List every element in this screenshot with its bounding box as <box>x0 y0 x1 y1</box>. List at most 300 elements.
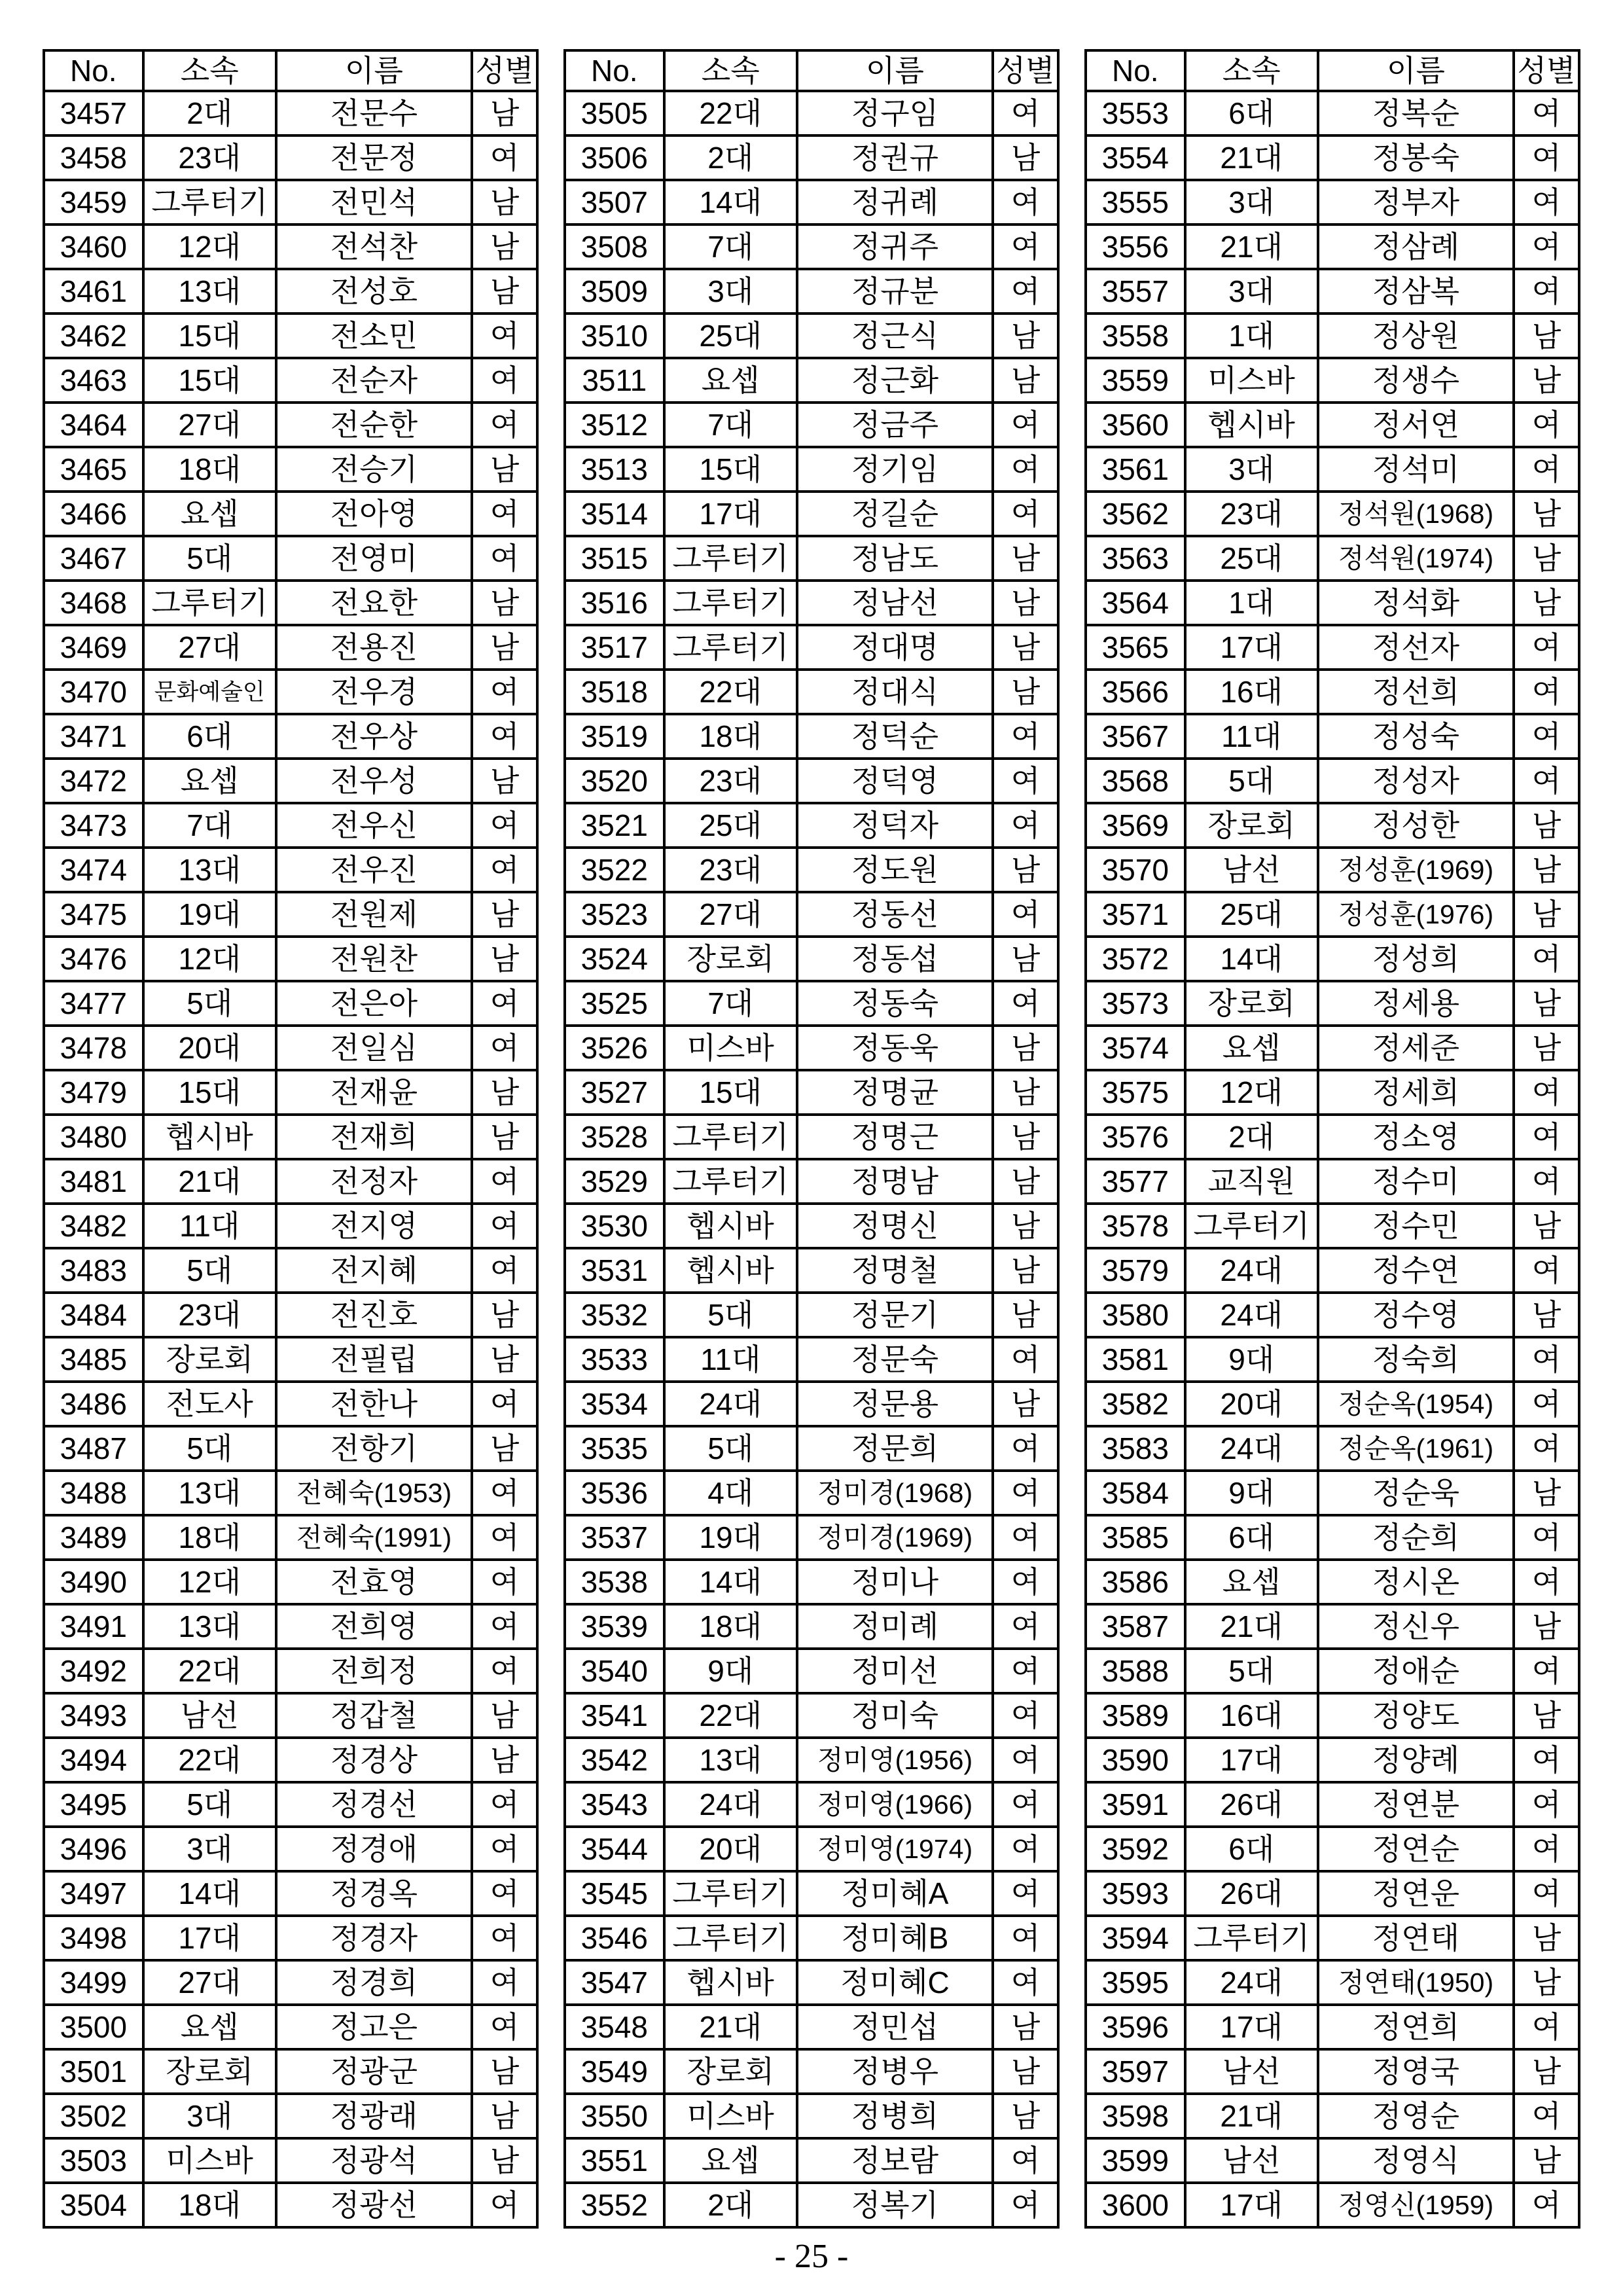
affiliation-cell: 24대 <box>664 1782 797 1827</box>
table-row <box>565 625 1058 670</box>
affiliation-cell: 14대 <box>143 1871 276 1916</box>
no-cell: 3594 <box>1086 1916 1185 1960</box>
no-cell: 3501 <box>44 2049 143 2094</box>
no-cell: 3584 <box>1086 1471 1185 1515</box>
roster-table-1 <box>43 49 539 2229</box>
table-row <box>1086 1070 1579 1115</box>
gender-cell: 여 <box>1514 91 1579 135</box>
table-row <box>565 1604 1058 1649</box>
gender-cell: 여 <box>1514 224 1579 269</box>
no-cell: 3473 <box>44 803 143 848</box>
column-header-gender: 성별 <box>1514 50 1579 91</box>
name-cell: 전재희 <box>276 1115 472 1159</box>
affiliation-cell: 18대 <box>143 2183 276 2227</box>
table-row <box>44 2049 537 2094</box>
name-cell: 전희영 <box>276 1604 472 1649</box>
table-row <box>44 91 537 135</box>
name-cell: 전우진 <box>276 848 472 892</box>
no-cell: 3579 <box>1086 1248 1185 1293</box>
affiliation-cell: 20대 <box>1185 1382 1318 1426</box>
affiliation-cell: 24대 <box>1185 1426 1318 1471</box>
gender-cell: 남 <box>472 2049 537 2094</box>
affiliation-cell: 2대 <box>664 135 797 180</box>
affiliation-cell: 13대 <box>664 1738 797 1782</box>
name-cell: 정갑철 <box>276 1693 472 1738</box>
gender-cell: 여 <box>1514 625 1579 670</box>
column-header-affiliation: 소속 <box>1185 50 1318 91</box>
no-cell: 3538 <box>565 1560 664 1604</box>
table-row <box>1086 314 1579 358</box>
table-row <box>1086 1159 1579 1204</box>
gender-cell: 남 <box>993 1159 1058 1204</box>
name-cell: 전문수 <box>276 91 472 135</box>
name-cell: 정신우 <box>1318 1604 1514 1649</box>
no-cell: 3507 <box>565 180 664 224</box>
affiliation-cell: 3대 <box>143 1827 276 1871</box>
affiliation-cell: 23대 <box>143 135 276 180</box>
gender-cell: 여 <box>472 1159 537 1204</box>
gender-cell: 여 <box>472 314 537 358</box>
affiliation-cell: 5대 <box>143 536 276 581</box>
name-cell: 정남도 <box>797 536 993 581</box>
table-row <box>44 314 537 358</box>
no-cell: 3517 <box>565 625 664 670</box>
affiliation-cell: 22대 <box>664 670 797 714</box>
gender-cell: 여 <box>1514 1871 1579 1916</box>
no-cell: 3469 <box>44 625 143 670</box>
gender-cell: 여 <box>1514 269 1579 314</box>
table-row <box>1086 1471 1579 1515</box>
table-row <box>565 1070 1058 1115</box>
gender-cell: 남 <box>472 224 537 269</box>
name-cell: 정보람 <box>797 2138 993 2183</box>
gender-cell: 여 <box>1514 180 1579 224</box>
name-cell: 정미경(1968) <box>797 1471 993 1515</box>
no-cell: 3492 <box>44 1649 143 1693</box>
no-cell: 3468 <box>44 581 143 625</box>
affiliation-cell: 7대 <box>664 981 797 1026</box>
no-cell: 3595 <box>1086 1960 1185 2005</box>
affiliation-cell: 22대 <box>143 1738 276 1782</box>
affiliation-cell: 5대 <box>143 1426 276 1471</box>
affiliation-cell: 5대 <box>1185 1649 1318 1693</box>
gender-cell: 여 <box>472 403 537 447</box>
table-row <box>44 1738 537 1782</box>
table-row <box>1086 1738 1579 1782</box>
gender-cell: 여 <box>472 358 537 403</box>
name-cell: 정연분 <box>1318 1782 1514 1827</box>
affiliation-cell: 6대 <box>143 714 276 759</box>
no-cell: 3589 <box>1086 1693 1185 1738</box>
no-cell: 3535 <box>565 1426 664 1471</box>
name-cell: 정성훈(1976) <box>1318 892 1514 937</box>
affiliation-cell: 7대 <box>664 224 797 269</box>
no-cell: 3528 <box>565 1115 664 1159</box>
column-header-name: 이름 <box>276 50 472 91</box>
gender-cell: 여 <box>993 714 1058 759</box>
name-cell: 전우성 <box>276 759 472 803</box>
table-row <box>1086 625 1579 670</box>
affiliation-cell: 14대 <box>1185 937 1318 981</box>
gender-cell: 남 <box>472 625 537 670</box>
table-row <box>44 1426 537 1471</box>
affiliation-cell: 요셉 <box>664 358 797 403</box>
table-row <box>44 135 537 180</box>
name-cell: 정민섭 <box>797 2005 993 2049</box>
no-cell: 3457 <box>44 91 143 135</box>
affiliation-cell: 17대 <box>143 1916 276 1960</box>
name-cell: 정숙희 <box>1318 1337 1514 1382</box>
gender-cell: 여 <box>993 1871 1058 1916</box>
gender-cell: 남 <box>472 269 537 314</box>
table-row <box>44 581 537 625</box>
page-number: - 25 - <box>774 2238 849 2275</box>
gender-cell: 여 <box>1514 1827 1579 1871</box>
table-row <box>565 759 1058 803</box>
gender-cell: 여 <box>472 1382 537 1426</box>
no-cell: 3483 <box>44 1248 143 1293</box>
name-cell: 정미영(1966) <box>797 1782 993 1827</box>
gender-cell: 남 <box>993 135 1058 180</box>
table-row <box>1086 1560 1579 1604</box>
name-cell: 정순옥(1954) <box>1318 1382 1514 1426</box>
gender-cell: 여 <box>1514 1337 1579 1382</box>
name-cell: 정세용 <box>1318 981 1514 1026</box>
table-row <box>44 2183 537 2227</box>
no-cell: 3504 <box>44 2183 143 2227</box>
name-cell: 정동섭 <box>797 937 993 981</box>
no-cell: 3494 <box>44 1738 143 1782</box>
no-cell: 3541 <box>565 1693 664 1738</box>
table-row <box>44 269 537 314</box>
no-cell: 3547 <box>565 1960 664 2005</box>
name-cell: 정명남 <box>797 1159 993 1204</box>
name-cell: 정미숙 <box>797 1693 993 1738</box>
gender-cell: 여 <box>472 1604 537 1649</box>
affiliation-cell: 미스바 <box>664 1026 797 1070</box>
gender-cell: 남 <box>993 1382 1058 1426</box>
affiliation-cell: 요셉 <box>664 2138 797 2183</box>
gender-cell: 여 <box>472 1204 537 1248</box>
affiliation-cell: 2대 <box>1185 1115 1318 1159</box>
gender-cell: 여 <box>993 492 1058 536</box>
gender-cell: 여 <box>472 536 537 581</box>
name-cell: 전아영 <box>276 492 472 536</box>
affiliation-cell: 3대 <box>1185 447 1318 492</box>
column-header-no: No. <box>565 50 664 91</box>
table-row <box>1086 2005 1579 2049</box>
gender-cell: 남 <box>993 2005 1058 2049</box>
name-cell: 정수영 <box>1318 1293 1514 1337</box>
name-cell: 전항기 <box>276 1426 472 1471</box>
no-cell: 3470 <box>44 670 143 714</box>
name-cell: 정문숙 <box>797 1337 993 1382</box>
no-cell: 3597 <box>1086 2049 1185 2094</box>
name-cell: 정순옥(1961) <box>1318 1426 1514 1471</box>
affiliation-cell: 15대 <box>664 447 797 492</box>
gender-cell: 여 <box>472 1782 537 1827</box>
table-row <box>565 1115 1058 1159</box>
table-row <box>44 403 537 447</box>
name-cell: 정성희 <box>1318 937 1514 981</box>
table-row <box>565 2183 1058 2227</box>
affiliation-cell: 남선 <box>1185 2049 1318 2094</box>
name-cell: 정권규 <box>797 135 993 180</box>
gender-cell: 여 <box>993 269 1058 314</box>
gender-cell: 남 <box>1514 2049 1579 2094</box>
table-row <box>44 1293 537 1337</box>
table-row <box>1086 447 1579 492</box>
table-row <box>1086 1293 1579 1337</box>
no-cell: 3561 <box>1086 447 1185 492</box>
name-cell: 정미혜B <box>797 1916 993 1960</box>
name-cell: 정도원 <box>797 848 993 892</box>
column-header-no: No. <box>44 50 143 91</box>
no-cell: 3477 <box>44 981 143 1026</box>
affiliation-cell: 21대 <box>1185 2094 1318 2138</box>
no-cell: 3542 <box>565 1738 664 1782</box>
no-cell: 3490 <box>44 1560 143 1604</box>
gender-cell: 남 <box>1514 848 1579 892</box>
table-row <box>44 1159 537 1204</box>
affiliation-cell: 23대 <box>664 759 797 803</box>
no-cell: 3580 <box>1086 1293 1185 1337</box>
no-cell: 3566 <box>1086 670 1185 714</box>
table-row <box>1086 536 1579 581</box>
gender-cell: 여 <box>472 1560 537 1604</box>
header-row <box>565 50 1058 91</box>
affiliation-cell: 12대 <box>143 224 276 269</box>
table-row <box>1086 269 1579 314</box>
no-cell: 3515 <box>565 536 664 581</box>
table-row <box>1086 1515 1579 1560</box>
table-row <box>44 358 537 403</box>
name-cell: 전혜숙(1991) <box>276 1515 472 1560</box>
gender-cell: 남 <box>472 581 537 625</box>
affiliation-cell: 6대 <box>1185 91 1318 135</box>
affiliation-cell: 그루터기 <box>1185 1204 1318 1248</box>
gender-cell: 여 <box>993 803 1058 848</box>
no-cell: 3488 <box>44 1471 143 1515</box>
no-cell: 3577 <box>1086 1159 1185 1204</box>
no-cell: 3503 <box>44 2138 143 2183</box>
table-row <box>1086 91 1579 135</box>
name-cell: 정규분 <box>797 269 993 314</box>
table-row <box>1086 1604 1579 1649</box>
table-row <box>44 1471 537 1515</box>
name-cell: 정광래 <box>276 2094 472 2138</box>
name-cell: 전석찬 <box>276 224 472 269</box>
no-cell: 3551 <box>565 2138 664 2183</box>
table-row <box>1086 1649 1579 1693</box>
table-row <box>44 759 537 803</box>
no-cell: 3523 <box>565 892 664 937</box>
name-cell: 정부자 <box>1318 180 1514 224</box>
name-cell: 정덕영 <box>797 759 993 803</box>
no-cell: 3508 <box>565 224 664 269</box>
gender-cell: 여 <box>472 1827 537 1871</box>
no-cell: 3585 <box>1086 1515 1185 1560</box>
gender-cell: 여 <box>472 670 537 714</box>
table-row <box>1086 2094 1579 2138</box>
gender-cell: 여 <box>1514 714 1579 759</box>
table-row <box>565 1960 1058 2005</box>
no-cell: 3510 <box>565 314 664 358</box>
name-cell: 정소영 <box>1318 1115 1514 1159</box>
table-row <box>565 581 1058 625</box>
gender-cell: 남 <box>472 180 537 224</box>
name-cell: 정명철 <box>797 1248 993 1293</box>
affiliation-cell: 27대 <box>143 403 276 447</box>
no-cell: 3556 <box>1086 224 1185 269</box>
table-row <box>44 224 537 269</box>
gender-cell: 여 <box>1514 1782 1579 1827</box>
no-cell: 3540 <box>565 1649 664 1693</box>
affiliation-cell: 17대 <box>1185 2183 1318 2227</box>
table-row <box>44 1916 537 1960</box>
no-cell: 3592 <box>1086 1827 1185 1871</box>
table-row <box>1086 803 1579 848</box>
no-cell: 3525 <box>565 981 664 1026</box>
affiliation-cell: 9대 <box>1185 1337 1318 1382</box>
no-cell: 3558 <box>1086 314 1185 358</box>
table-row <box>44 803 537 848</box>
no-cell: 3536 <box>565 1471 664 1515</box>
affiliation-cell: 7대 <box>664 403 797 447</box>
table-row <box>565 1337 1058 1382</box>
name-cell: 정양도 <box>1318 1693 1514 1738</box>
name-cell: 정생수 <box>1318 358 1514 403</box>
affiliation-cell: 3대 <box>143 2094 276 2138</box>
name-cell: 정세희 <box>1318 1070 1514 1115</box>
table-row <box>44 2138 537 2183</box>
affiliation-cell: 교직원 <box>1185 1159 1318 1204</box>
gender-cell: 남 <box>1514 1026 1579 1070</box>
gender-cell: 남 <box>1514 1693 1579 1738</box>
name-cell: 정성한 <box>1318 803 1514 848</box>
gender-cell: 남 <box>1514 314 1579 358</box>
affiliation-cell: 요셉 <box>1185 1560 1318 1604</box>
name-cell: 정석원(1974) <box>1318 536 1514 581</box>
table-row <box>565 2049 1058 2094</box>
no-cell: 3519 <box>565 714 664 759</box>
table-row <box>1086 1871 1579 1916</box>
table-row <box>1086 1827 1579 1871</box>
gender-cell: 여 <box>1514 447 1579 492</box>
gender-cell: 남 <box>1514 358 1579 403</box>
gender-cell: 여 <box>993 403 1058 447</box>
gender-cell: 남 <box>993 1026 1058 1070</box>
table-row <box>565 1649 1058 1693</box>
gender-cell: 남 <box>1514 1293 1579 1337</box>
gender-cell: 남 <box>993 937 1058 981</box>
table-row <box>565 1293 1058 1337</box>
name-cell: 정명균 <box>797 1070 993 1115</box>
affiliation-cell: 그루터기 <box>664 1115 797 1159</box>
name-cell: 정복기 <box>797 2183 993 2227</box>
table-row <box>1086 358 1579 403</box>
gender-cell: 여 <box>993 1337 1058 1382</box>
no-cell: 3482 <box>44 1204 143 1248</box>
no-cell: 3562 <box>1086 492 1185 536</box>
table-row <box>565 1382 1058 1426</box>
table-row <box>44 1115 537 1159</box>
name-cell: 전성호 <box>276 269 472 314</box>
gender-cell: 남 <box>993 1248 1058 1293</box>
table-row <box>44 670 537 714</box>
table-row <box>1086 180 1579 224</box>
affiliation-cell: 18대 <box>664 714 797 759</box>
table-row <box>1086 714 1579 759</box>
no-cell: 3599 <box>1086 2138 1185 2183</box>
gender-cell: 여 <box>993 2138 1058 2183</box>
name-cell: 정선희 <box>1318 670 1514 714</box>
gender-cell: 남 <box>993 1293 1058 1337</box>
name-cell: 정광군 <box>276 2049 472 2094</box>
table-row <box>565 1827 1058 1871</box>
affiliation-cell: 그루터기 <box>664 1159 797 1204</box>
gender-cell: 남 <box>1514 536 1579 581</box>
table-row <box>44 714 537 759</box>
table-row <box>1086 1248 1579 1293</box>
affiliation-cell: 11대 <box>1185 714 1318 759</box>
gender-cell: 남 <box>1514 803 1579 848</box>
no-cell: 3529 <box>565 1159 664 1204</box>
affiliation-cell: 장로회 <box>1185 981 1318 1026</box>
affiliation-cell: 18대 <box>143 447 276 492</box>
affiliation-cell: 5대 <box>143 1782 276 1827</box>
affiliation-cell: 6대 <box>1185 1827 1318 1871</box>
name-cell: 정명신 <box>797 1204 993 1248</box>
table-row <box>565 1159 1058 1204</box>
gender-cell: 남 <box>1514 1960 1579 2005</box>
gender-cell: 남 <box>472 937 537 981</box>
affiliation-cell: 17대 <box>1185 1738 1318 1782</box>
name-cell: 정성숙 <box>1318 714 1514 759</box>
affiliation-cell: 21대 <box>1185 135 1318 180</box>
name-cell: 정덕순 <box>797 714 993 759</box>
no-cell: 3464 <box>44 403 143 447</box>
name-cell: 전은아 <box>276 981 472 1026</box>
no-cell: 3479 <box>44 1070 143 1115</box>
table-row <box>1086 2049 1579 2094</box>
gender-cell: 여 <box>1514 1426 1579 1471</box>
no-cell: 3491 <box>44 1604 143 1649</box>
table-row <box>565 1693 1058 1738</box>
name-cell: 정성자 <box>1318 759 1514 803</box>
table-row <box>44 1337 537 1382</box>
affiliation-cell: 5대 <box>143 1248 276 1293</box>
table-row <box>565 848 1058 892</box>
name-cell: 전지영 <box>276 1204 472 1248</box>
name-cell: 정미례 <box>797 1604 993 1649</box>
affiliation-cell: 남선 <box>1185 848 1318 892</box>
name-cell: 전지혜 <box>276 1248 472 1293</box>
gender-cell: 남 <box>993 358 1058 403</box>
name-cell: 정동숙 <box>797 981 993 1026</box>
name-cell: 전승기 <box>276 447 472 492</box>
affiliation-cell: 미스바 <box>1185 358 1318 403</box>
name-cell: 정병우 <box>797 2049 993 2094</box>
no-cell: 3481 <box>44 1159 143 1204</box>
affiliation-cell: 16대 <box>1185 670 1318 714</box>
affiliation-cell: 23대 <box>143 1293 276 1337</box>
no-cell: 3506 <box>565 135 664 180</box>
affiliation-cell: 21대 <box>143 1159 276 1204</box>
name-cell: 정근식 <box>797 314 993 358</box>
name-cell: 전효영 <box>276 1560 472 1604</box>
name-cell: 전민석 <box>276 180 472 224</box>
